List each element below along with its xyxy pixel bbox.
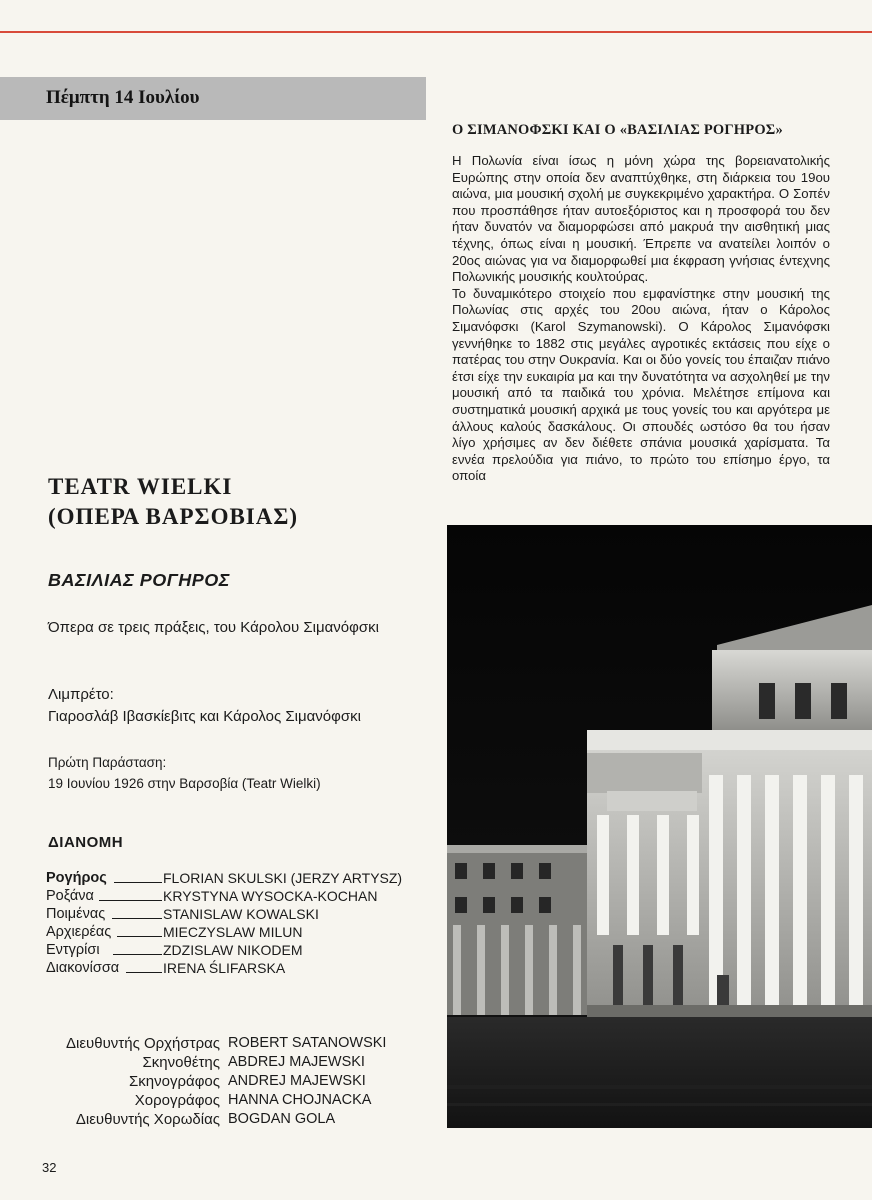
cast-row [46, 869, 446, 887]
credit-role: Σκηνογράφος [129, 1073, 220, 1090]
cast-role: Ροξάνα [46, 888, 94, 904]
dotted-leader [113, 954, 162, 955]
article-paragraph: Η Πολωνία είναι ίσως η μόνη χώρα της βορειανατολικής Ευρώπης στην οποία δεν αναπτύχθηκε, στη διάρκεια του 19ου αιώνα, μια μουσική σχολή με συγκεκριμένο χαρακτήρα. Ο Σοπέν που προσπάθησε ήταν αυτοεξόριστος και η προσφορά του δεν ήταν δυνατόν να διαμορφώσει από μακρυά την αισθητική μιας τέχνης, όπως είναι η μουσική. Έπρεπε να ανατείλει λοιπόν ο 20ος αιώνας για να διαμορφωθεί μια έκφραση γνήσιας έντεχνης Πολωνικής μουσικής κουλτούρας. [452, 153, 830, 285]
cast-singer: KRYSTYNA WYSOCKA-KOCHAN [163, 888, 378, 904]
cast-singer: MIECZYSLAW MILUN [163, 924, 303, 940]
credit-name: BOGDAN GOLA [228, 1111, 336, 1127]
article-paragraph: Το δυναμικότερο στοιχείο που εμφανίστηκε στην μουσική της Πολωνίας στις αρχές του 20ου αιώνα, ήταν ο Κάρολος Σιμανόφσκι (Karol Szymanowski). Ο Κάρολος Σιμανόφσκι γεννήθηκε το 1882 στις μεγάλες αγροτικές εκτάσεις που είχε ο πατέρας του στην Ουκρανία. Και οι δύο γονείς του έπαιζαν πιάνο έτσι είχε την ευκαιρία μα και την δυνατότητα να ασχοληθεί με την μουσική από τα παιδικά του χρόνια. Μελέτησε επίμονα και συστηματικά μουσική αρχικά με τους γονείς του και αργότερα με άλλους καλούς δασκάλους. Οι σπουδές ωστόσο θα του ήσαν λίγο χρήσιμες αν δεν διέθετε σπάνια μουσικά χαρίσματα. Τα εννέα πρελούδια για πιάνο, το πρώτο του επίσημο έργο, τα οποία [452, 285, 830, 484]
dotted-leader [112, 918, 162, 919]
cast-row [46, 887, 446, 905]
dotted-leader [114, 882, 162, 883]
credit-row [30, 1110, 450, 1129]
theatre-building-illustration [447, 525, 872, 1128]
cast-singer: ZDZISLAW NIKODEM [163, 942, 303, 958]
premiere-value: 19 Ιουνίου 1926 στην Βαρσοβία (Teatr Wielki) [48, 776, 321, 791]
cast-singer: IRENA ŚLIFARSKA [163, 960, 286, 976]
credit-name: HANNA CHOJNACKA [228, 1092, 372, 1108]
venue-name: TEATR WIELKI [48, 474, 233, 499]
credit-role: Σκηνοθέτης [142, 1054, 220, 1071]
dotted-leader [99, 900, 162, 901]
credit-role: Διευθυντής Χορωδίας [75, 1111, 220, 1128]
cast-row [46, 941, 446, 959]
credit-row [30, 1053, 450, 1072]
cast-role: Αρχιερέας [46, 924, 112, 940]
cast-role: Ρογήρος [46, 870, 107, 886]
venue-subtitle: (ΟΠΕΡΑ ΒΑΡΣΟΒΙΑΣ) [48, 504, 299, 529]
date-band [0, 77, 426, 120]
opera-subtitle: Όπερα σε τρεις πράξεις, του Κάρολου Σιμανόφσκι [48, 619, 379, 636]
date-label: Πέμπτη 14 Ιουλίου [46, 87, 200, 108]
cast-role: Εντγρίσι [46, 942, 100, 958]
credit-role: Χορογράφος [134, 1092, 220, 1109]
top-red-rule [0, 31, 872, 33]
credit-row [30, 1091, 450, 1110]
cast-heading: ΔΙΑΝΟΜΗ [48, 834, 124, 851]
cast-list [46, 869, 446, 977]
dotted-leader [126, 972, 162, 973]
credit-name: ROBERT SATANOWSKI [228, 1035, 387, 1051]
credit-row [30, 1072, 450, 1091]
cast-singer: FLORIAN SKULSKI (JERZY ARTYSZ) [163, 870, 403, 886]
article-body [452, 153, 830, 525]
venue-title [48, 472, 428, 532]
credits-list [30, 1034, 450, 1129]
article-title: Ο ΣΙΜΑΝΟΦΣΚΙ ΚΑΙ Ο «ΒΑΣΙΛΙΑΣ ΡΟΓΗΡΟΣ» [452, 122, 783, 138]
credit-name: ABDREJ MAJEWSKI [228, 1054, 365, 1070]
cast-row [46, 959, 446, 977]
libretto-value: Γιαροσλάβ Ιβασκίεβιτς και Κάρολος Σιμανόφσκι [48, 708, 361, 725]
credit-row [30, 1034, 450, 1053]
credit-name: ANDREJ MAJEWSKI [228, 1073, 366, 1089]
libretto-label: Λιμπρέτο: [48, 686, 114, 703]
credit-role: Διευθυντής Ορχήστρας [66, 1035, 220, 1052]
cast-row [46, 923, 446, 941]
cast-singer: STANISLAW KOWALSKI [163, 906, 319, 922]
theatre-night-photo [447, 525, 872, 1128]
cast-role: Ποιμένας [46, 906, 106, 922]
premiere-label: Πρώτη Παράσταση: [48, 755, 167, 770]
opera-title: ΒΑΣΙΛΙΑΣ ΡΟΓΗΡΟΣ [48, 570, 230, 590]
cast-role: Διακονίσσα [46, 960, 120, 976]
page-number: 32 [42, 1160, 57, 1175]
cast-row [46, 905, 446, 923]
dotted-leader [117, 936, 162, 937]
